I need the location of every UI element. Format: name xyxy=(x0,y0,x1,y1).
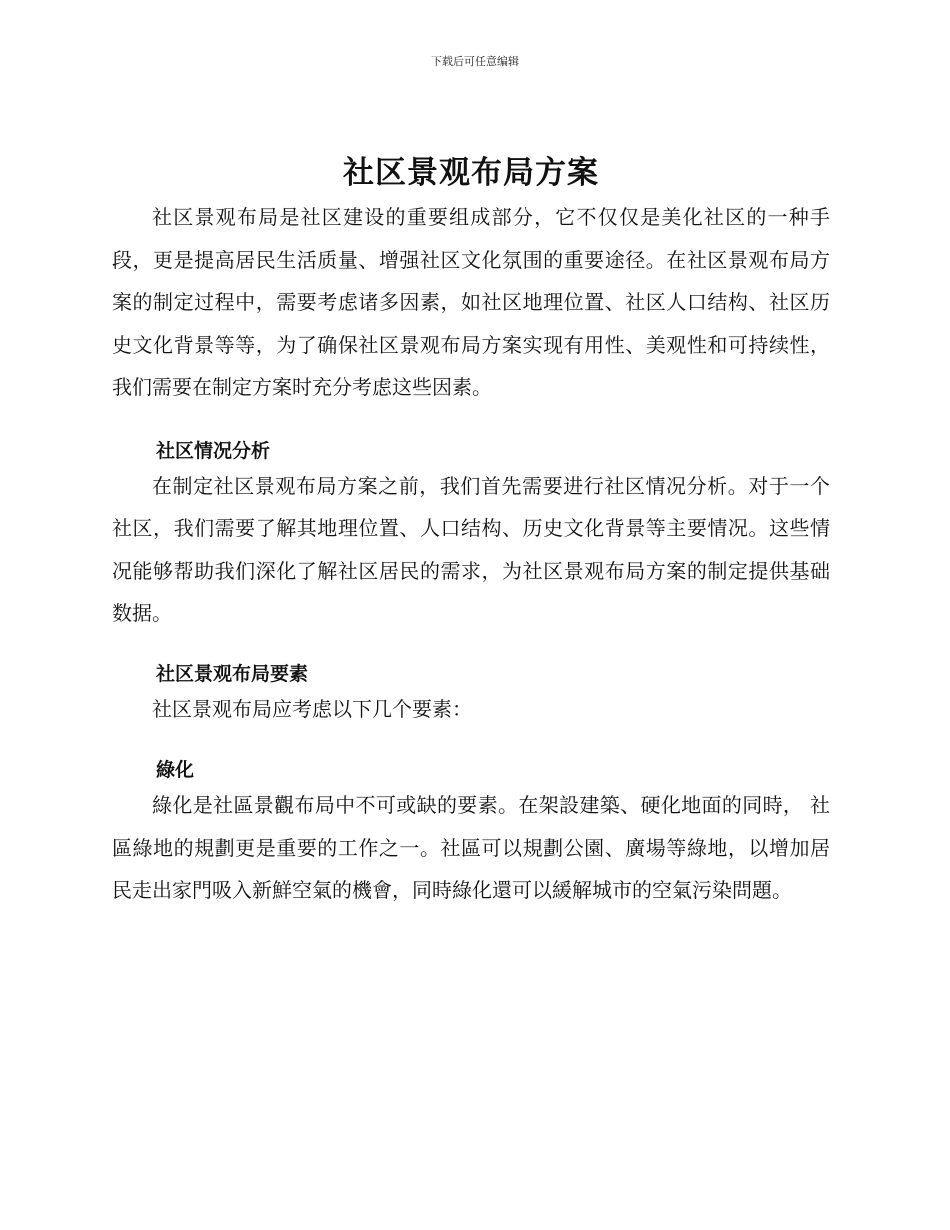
document-title: 社区景观布局方案 xyxy=(343,155,599,191)
page-header-note: 下载后可任意编辑 xyxy=(431,55,519,68)
section-paragraph-greening: 綠化是社區景觀布局中不可或缺的要素。在架設建築、硬化地面的同時， 社區綠地的規劃更是重要的工作之一。社區可以規劃公園、廣場等綠地，以增加居民走出家門吸入新鮮空氣的機會，同時綠化還可以緩解城市的空氣污染問題。 xyxy=(112,793,830,902)
section-heading-elements: 社区景观布局要素 xyxy=(156,662,309,685)
section-paragraph-analysis: 在制定社区景观布局方案之前，我们首先需要进行社区情况分析。对于一个社区，我们需要了解其地理位置、人口结构、历史文化背景等主要情况。这些情况能够帮助我们深化了解社区居民的需求，为社区景观布局方案的制定提供基础数据。 xyxy=(112,473,830,625)
intro-paragraph: 社区景观布局是社区建设的重要组成部分，它不仅仅是美化社区的一种手段，更是提高居民生活质量、增强社区文化氛围的重要途径。在社区景观布局方案的制定过程中，需要考虑诸多因素，如社区地理位置、社区人口结构、社区历史文化背景等等，为了确保社区景观布局方案实现有用性、美观性和可持续性，我们需要在制定方案时充分考虑这些因素。 xyxy=(112,205,830,399)
section-paragraph-elements: 社区景观布局应考虑以下几个要素： xyxy=(152,696,472,721)
document-body xyxy=(112,150,830,912)
section-heading-analysis: 社区情况分析 xyxy=(156,439,271,462)
section-heading-greening: 綠化 xyxy=(156,759,195,781)
